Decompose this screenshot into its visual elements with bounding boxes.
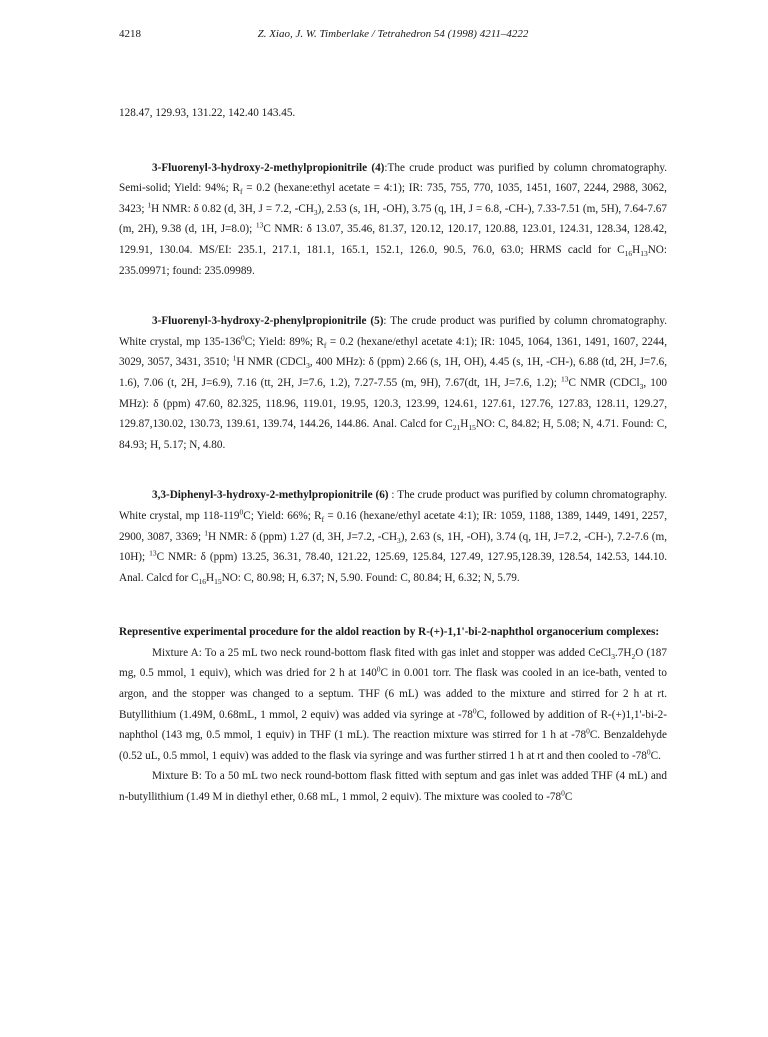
mixture-a-text: C. — [650, 749, 661, 762]
compound-4-paragraph — [119, 158, 667, 282]
subscript: 2 — [631, 652, 636, 662]
compound-5-text: , 400 MHz): δ (ppm) 2.66 (s, 1H, OH), 4.45 (s, 1H, -CH-), 6.88 (td, 2H, J=7.6, 1.6), 7.06 (t, 2H, J=6.9), 7.16 (tt, 2H, J=7.6, 1.2), 7.27-7.55 (m, 9H), 7.67(dt, 1H, J=7.6, 1.2); — [119, 356, 668, 389]
compound-5-text: C NMR (CDCl — [568, 376, 640, 389]
compound-4-name: 3-Fluorenyl-3-hydroxy-2-methylpropionitrile — [152, 161, 368, 174]
section-heading: Representive experimental procedure for the aldol reaction by R-(+)-1,1'-bi-2-naphthol organocerium complexes: — [119, 626, 660, 639]
superscript: 1 — [147, 200, 152, 210]
compound-4-text: :The crude product was purified by column chromatography. Semi-solid; Yield: 94%; R — [119, 161, 667, 195]
subscript: 3 — [397, 535, 401, 545]
compound-5-text: = 0.2 (hexane/ethyl acetate 4:1); IR: 1045, 1064, 1361, 1491, 1607, 2244, 3029, 3057, 3431, 3510; — [119, 335, 667, 369]
subscript: 21 — [452, 423, 461, 433]
compound-6-text: H — [206, 571, 215, 584]
page-number: 4218 — [119, 28, 141, 40]
mixture-a-text: .7H — [614, 646, 632, 659]
compound-6-text: = 0.16 (hexane/ethyl acetate 4:1); IR: 1059, 1188, 1389, 1449, 1491, 2257, 2900, 3087, 3369; — [119, 509, 667, 543]
subscript: 3 — [306, 361, 310, 371]
superscript: 0 — [376, 664, 381, 674]
superscript: 13 — [255, 220, 264, 230]
compound-5-paragraph — [119, 311, 667, 455]
compound-5-text: , 100 MHz): δ (ppm) 47.60, 82.325, 118.96, 119.01, 19.95, 120.3, 123.99, 124.61, 127.61, 127.76, 127.83, 128.11, 129.27, 129.87,130.02, 130.73, 139.61, 139.74, 144.26, 144.86. Anal. Calcd for C — [119, 376, 668, 431]
compound-4-text: = 0.2 (hexane:ethyl acetate = 4:1); IR: 735, 755, 770, 1035, 1451, 1607, 2244, 2988, 3062, 3423; — [119, 182, 667, 215]
superscript: 0 — [239, 507, 244, 517]
mixture-a-text: Mixture A: To a 25 mL two neck round-bottom flask fited with gas inlet and stopper was added CeCl — [152, 646, 612, 659]
superscript: 0 — [561, 788, 565, 798]
superscript: 0 — [586, 726, 590, 736]
superscript: 1 — [232, 353, 237, 363]
subscript: 3 — [639, 382, 644, 392]
subscript: 3 — [611, 652, 615, 662]
mixture-a-text: C, followed by addition of R-(+)1,1'-bi-2-naphthol (143 mg, 0.5 mmol, 1 equiv) in THF (1 mL). The reaction mixture was stirred for 1 h at -78 — [119, 708, 667, 742]
subscript: 15 — [214, 576, 222, 586]
compound-6-number: (6) — [375, 489, 389, 502]
compound-6-text: C; Yield: 66%; R — [243, 509, 322, 522]
compound-5-text: NO: C, 84.82; H, 5.08; N, 4.71. Found: C, 84.93; H, 5.17; N, 4.80. — [119, 418, 667, 451]
continued-text: 128.47, 129.93, 131.22, 142.40 143.45. — [119, 107, 296, 119]
subscript: 3 — [313, 208, 318, 218]
superscript: 0 — [646, 747, 651, 757]
superscript: 0 — [472, 705, 477, 715]
superscript: 0 — [241, 333, 245, 343]
compound-4-number: (4) — [371, 161, 385, 174]
compound-6-text: NO: C, 80.98; H, 6.37; N, 5.90. Found: C, 80.84; H, 6.32; N, 5.79. — [221, 571, 520, 584]
compound-5-text: C; Yield: 89%; R — [244, 335, 324, 348]
compound-5-text: H NMR (CDCl — [236, 356, 307, 369]
subscript: f — [240, 187, 243, 197]
compound-6-text: ), 2.63 (s, 1H, -OH), 3.74 (q, 1H, J=7.2, -CH-), 7.2-7.6 (m, 10H); — [119, 530, 667, 564]
compound-6-name: 3,3-Diphenyl-3-hydroxy-2-methylpropionitrile — [152, 489, 373, 502]
compound-4-text: ), 2.53 (s, 1H, -OH), 3.75 (q, 1H, J = 6.8, -CH-), 7.33-7.51 (m, 5H), 7.64-7.67 (m, 2H), 9.38 (d, 1H, J=8.0); — [119, 202, 667, 236]
superscript: 13 — [561, 374, 569, 384]
compound-4-text: H NMR: δ 0.82 (d, 3H, J = 7.2, -CH — [151, 202, 314, 215]
subscript: f — [323, 340, 327, 350]
superscript: 1 — [204, 527, 208, 537]
compound-4-text: NO: 235.09971; found: 235.09989. — [119, 243, 667, 277]
compound-6-text: : The crude product was purified by column chromatography. White crystal, mp 118-119 — [119, 489, 668, 522]
mixture-b-paragraph — [119, 766, 667, 807]
superscript: 13 — [149, 548, 157, 558]
compound-5-number: (5) — [370, 315, 384, 328]
article-body — [119, 103, 667, 808]
compound-4-text: H — [632, 243, 641, 256]
mixture-b-text: C — [564, 791, 573, 804]
mixture-a-paragraph — [119, 643, 667, 767]
running-head — [119, 24, 667, 42]
compound-5-text: H — [460, 418, 469, 431]
subscript: 15 — [468, 423, 476, 433]
subscript: 16 — [624, 249, 633, 259]
mixture-a-text: O (187 mg, 0.5 mmol, 1 equiv), which was dried for 2 h at 140 — [119, 646, 667, 680]
mixture-a-text: C. Benzaldehyde (0.52 uL, 0.5 mmol, 1 equiv) was added to the flask via syringe and was further stirred 1 h at rt and then cooled to -78 — [119, 729, 667, 762]
mixture-b-text: Mixture B: To a 50 mL two neck round-bottom flask fitted with septum and gas inlet was added THF (4 mL) and n-butyllithium (1.49 M in diethyl ether, 0.68 mL, 1 mmol, 2 equiv). The mixture was cooled to -78 — [119, 770, 667, 804]
compound-6-text: C NMR: δ (ppm) 13.25, 36.31, 78.40, 121.22, 125.69, 125.84, 127.49, 127.95,128.39, 128.54, 142.53, 144.10. Anal. Calcd for C — [119, 551, 668, 584]
continued-nmr-data — [119, 103, 667, 124]
mixture-a-text: C in 0.001 torr. The flask was cooled in an ice-bath, vented to argon, and the stopper was changed to a septum. THF (6 mL) was added to the mixture and stirred for 2 h at rt. Butyllithium (1.49M, 0.68mL, 1 mmol, 2 equiv) was added via syringe at -78 — [119, 667, 668, 721]
compound-4-text: C NMR: δ 13.07, 35.46, 81.37, 120.12, 120.17, 120.88, 123.01, 124.31, 128.34, 128.42, 129.91, 130.04. MS/EI: 235.1, 217.1, 181.1, 165.1, 152.1, 126.0, 90.5, 76.0, 63.0; HRMS cacld for C — [119, 223, 667, 256]
subscript: 16 — [198, 576, 207, 586]
compound-5-text: : The crude product was purified by column chromatography. White crystal, mp 135-136 — [119, 315, 667, 348]
compound-6-paragraph — [119, 485, 667, 588]
subscript: 13 — [640, 249, 648, 259]
compound-5-name: 3-Fluorenyl-3-hydroxy-2-phenylpropionitrile — [152, 315, 367, 328]
subscript: f — [321, 515, 325, 525]
journal-citation: Z. Xiao, J. W. Timberlake / Tetrahedron 54 (1998) 4211–4222 — [257, 28, 529, 40]
compound-6-text: H NMR: δ (ppm) 1.27 (d, 3H, J=7.2, -CH — [207, 530, 398, 543]
